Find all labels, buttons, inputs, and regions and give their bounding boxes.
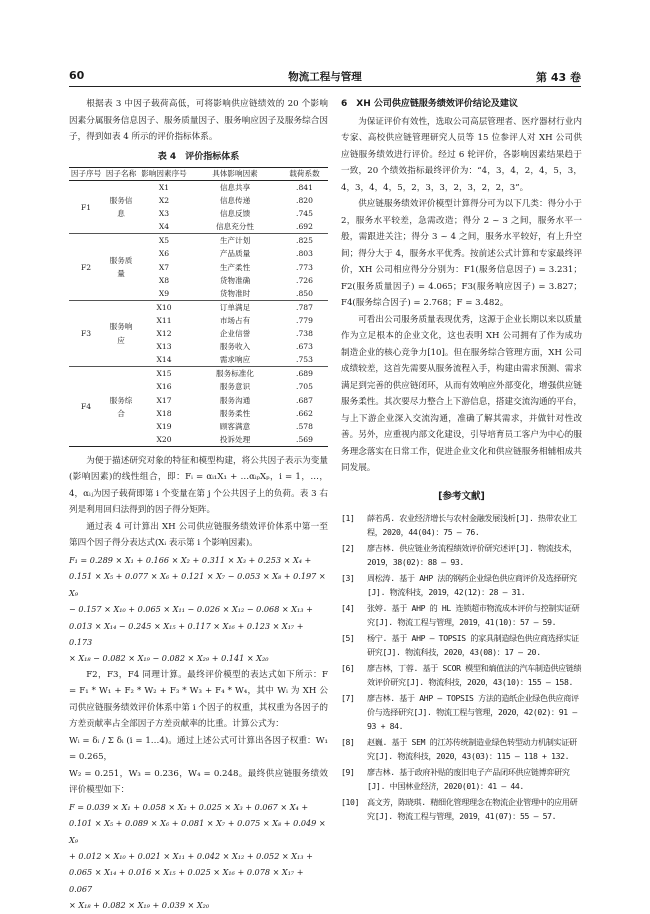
table-row bbox=[69, 181, 328, 195]
factor-item: 投诉处理 bbox=[189, 433, 281, 447]
factor-name: 服务综合 bbox=[103, 367, 139, 447]
factor-item: 服务标准化 bbox=[216, 369, 254, 379]
factor-loading: .745 bbox=[296, 209, 313, 219]
reference-number: [5] bbox=[341, 633, 355, 643]
factor-loading: .578 bbox=[296, 421, 313, 431]
paragraph-weights: W₂ = 0.251，W₃ = 0.236，W₄ = 0.248。最终供应链服务绩效评价模型如下： bbox=[69, 768, 328, 796]
formula-final-line: F = 0.039 × X₁ + 0.058 × X₂ + 0.025 × X₃ + 0.067 × X₄ + bbox=[69, 801, 309, 812]
paragraph-evaluation: 为保证评价有效性，选取公司高层管理者、医疗器材行业内专家、高校供应链管理研究人员等 15 位参评人对 XH 公司供应链服务绩效进行评价。经过 6 轮评价，各影响因素结果趋于一致，20 个绩效指标最终评价为：“4，3，4，2，4，5，3，4，3，4，4，5，2，3，3，2，3，2，2，3”。 bbox=[341, 116, 582, 193]
factor-loading: .773 bbox=[296, 262, 313, 272]
factor-loading: .569 bbox=[281, 433, 328, 447]
reference-item bbox=[341, 511, 582, 539]
factor-item: 信息充分性 bbox=[189, 220, 281, 234]
factor-code: X1 bbox=[158, 183, 170, 192]
paragraph-linear-combination: 为便于描述研究对象的特征和模型构建，将公共因子表示为变量(影响因素)的线性组合，即：Fᵢ = αᵢ₁X₁ + …αᵢₚXₚ，i = 1，…，4，αᵢⱼ为因子载荷即第 i 个变量在第 j 个公共因子上的负荷。表 3 右列是利用回归法得到的因子得分矩阵。 bbox=[69, 455, 328, 516]
factor-item: 市场占有 bbox=[219, 315, 251, 325]
factor-loading: .692 bbox=[281, 220, 328, 234]
factor-code: X8 bbox=[158, 275, 170, 285]
factor-item: 需求响应 bbox=[189, 353, 281, 367]
factor-id: F4 bbox=[69, 367, 103, 447]
reference-text: 高文芳，陈晓琪. 精细化管理理念在物流企业管理中的应用研究[J]. 物流工程与管理，2019，41(07)：55 – 57. bbox=[367, 797, 578, 821]
factor-item: 服务柔性 bbox=[219, 408, 251, 418]
journal-title: 物流工程与管理 bbox=[288, 71, 362, 83]
factor-code: X16 bbox=[156, 382, 172, 392]
intro-paragraph: 根据表 3 中因子载荷高低，可将影响供应链绩效的 20 个影响因素分属服务信息因子、服务质量因子、服务响应因子及服务综合因子，得到如表 4 所示的评价指标体系。 bbox=[69, 99, 328, 142]
header-rule bbox=[69, 86, 581, 87]
formula-f1-line: F₁ = 0.289 × X₁ + 0.166 × X₂ + 0.311 × X₃ + 0.253 × X₄ + bbox=[69, 554, 312, 565]
formula-final-line: 0.101 × X₅ + 0.089 × X₆ + 0.081 × X₇ + 0.075 × X₈ + 0.049 × X₉ bbox=[69, 818, 326, 845]
factor-code: X9 bbox=[139, 287, 189, 301]
factor-loading: .753 bbox=[281, 353, 328, 367]
table-caption: 表 4 评价指标体系 bbox=[157, 151, 240, 162]
factor-loading: .673 bbox=[296, 342, 313, 352]
formula-f1 bbox=[69, 552, 328, 667]
paragraph-score-expression: 通过表 4 可计算出 XH 公司供应链服务绩效评价体系中第一至第四个因子得分表达式(Xᵢ 表示第 i 个影响因素)。 bbox=[69, 521, 328, 549]
factor-code: X6 bbox=[158, 249, 170, 259]
reference-item bbox=[341, 795, 582, 823]
page-number: 60 bbox=[69, 69, 85, 82]
factor-code: X19 bbox=[156, 421, 172, 431]
factor-loading: .825 bbox=[296, 236, 313, 246]
factor-item: 货物准时 bbox=[189, 287, 281, 301]
factor-item: 生产柔性 bbox=[219, 262, 251, 272]
indicator-table bbox=[69, 167, 328, 447]
factor-id: F2 bbox=[69, 234, 103, 300]
reference-number: [9] bbox=[341, 767, 355, 777]
reference-number: [6] bbox=[341, 663, 355, 673]
reference-text: 杨宁. 基于 AHP – TOPSIS 的家具制造绿色供应商选择实证研究[J]. 物流科技，2020，43(08)：17 – 20. bbox=[367, 633, 579, 657]
table-header-row bbox=[69, 168, 328, 181]
right-column bbox=[341, 96, 582, 825]
factor-loading: .779 bbox=[296, 315, 313, 325]
reference-item bbox=[341, 691, 582, 733]
reference-number: [1] bbox=[341, 513, 355, 523]
factor-id: F1 bbox=[69, 181, 103, 234]
reference-list bbox=[341, 511, 582, 823]
factor-loading: .705 bbox=[296, 382, 313, 392]
factor-code: X7 bbox=[158, 262, 170, 272]
reference-text: 廖吉林. 基于政府补贴的废旧电子产品闭环供应链博弈研究[J]. 中国林业经济，2020(01)：41 – 44. bbox=[367, 767, 570, 791]
formula-final-line: 0.065 × X₁₄ + 0.016 × X₁₅ + 0.025 × X₁₆ + 0.078 × X₁₇ + 0.067 bbox=[69, 867, 304, 894]
reference-text: 薛若禹. 农业经济增长与农村金融发展浅析[J]. 热带农业工程，2020，44(04)：75 – 76. bbox=[367, 513, 577, 537]
table-body bbox=[69, 181, 328, 447]
factor-name: 服务响应 bbox=[103, 300, 139, 366]
factor-code: X10 bbox=[156, 302, 172, 312]
factor-item: 服务收入 bbox=[219, 342, 251, 352]
reference-text: 赵巍. 基于 SEM 的江苏传统制造业绿色转型动力机制实证研究[J]. 物流科技，2020，43(03)：115 – 118 + 132. bbox=[367, 737, 577, 761]
reference-number: [10] bbox=[341, 797, 360, 807]
col-factor-item: 具体影响因素 bbox=[189, 168, 281, 181]
formula-f1-line: × X₁₈ − 0.082 × X₁₉ − 0.082 × X₂₉ + 0.141 × X₂₀ bbox=[69, 653, 269, 664]
factor-loading: .850 bbox=[281, 287, 328, 301]
factor-loading: .687 bbox=[296, 395, 313, 405]
table-row bbox=[69, 300, 328, 314]
factor-item: 信息反馈 bbox=[219, 209, 251, 219]
running-header bbox=[0, 0, 650, 92]
factor-item: 订单满足 bbox=[219, 302, 251, 312]
factor-loading: .726 bbox=[296, 275, 313, 285]
formula-final-line: + 0.012 × X₁₀ + 0.021 × X₁₁ + 0.042 × X₁₂ + 0.052 × X₁₃ + bbox=[69, 850, 313, 861]
factor-loading: .689 bbox=[296, 369, 313, 379]
weight-formula: Wᵢ = δᵢ / Σ δᵢ (i = 1…4)。通过上述公式可计算出各因子权重：W₁ = 0.265， bbox=[69, 735, 328, 763]
reference-item bbox=[341, 765, 582, 793]
col-factor-id: 因子序号 bbox=[69, 168, 103, 181]
reference-item bbox=[341, 661, 582, 689]
reference-number: [7] bbox=[341, 693, 355, 703]
factor-item: 服务意识 bbox=[219, 382, 251, 392]
paragraph-conclusion: 可看出公司服务质量表现优秀，这源于企业长期以来以质量作为立足根本的企业文化，这也表明 XH 公司拥有了作为成功制造企业的核心竞争力[10]。但在服务综合管理方面，XH 公司成绩较差，这首先需要从服务流程入手，构建由需求预测、需求满足到完善的供应链闭环，从而有效响应外部变化，增强供应链服务柔性。其次要尽力整合上下游信息，搭建交流沟通的平台，与上下游企业深入交流沟通，准确了解其需求，并做针对性改善。另外，应重视内部文化建设，引导培育员工客户为中心的服务理念落实在日常工作，促进企业文化和供应链服务相辅相成共同发展。 bbox=[341, 314, 582, 473]
factor-code: X15 bbox=[156, 369, 172, 379]
reference-item bbox=[341, 631, 582, 659]
formula-f1-line: 0.151 × X₅ + 0.077 × X₆ + 0.121 × X₇ − 0.053 × X₈ + 0.197 × X₉ bbox=[69, 571, 326, 598]
factor-code: X3 bbox=[158, 209, 170, 219]
reference-item bbox=[341, 735, 582, 763]
factor-loading: .738 bbox=[296, 329, 313, 339]
factor-code: X18 bbox=[156, 408, 172, 418]
factor-code: X13 bbox=[156, 342, 172, 352]
factor-name: 服务信息 bbox=[103, 181, 139, 234]
references-title: [参考文献] bbox=[438, 490, 485, 502]
factor-code: X12 bbox=[156, 329, 172, 339]
factor-item: 企业信誉 bbox=[219, 329, 251, 339]
formula-final-line: × X₁₈ + 0.082 × X₁₉ + 0.039 × X₂₀ bbox=[69, 900, 210, 911]
reference-text: 周松涛. 基于 AHP 法的钢药企业绿色供应商评价及选择研究[J]. 物流科技，2019，42(12)：28 – 31. bbox=[367, 573, 577, 597]
factor-name: 服务质量 bbox=[103, 234, 139, 300]
factor-code: X14 bbox=[139, 353, 189, 367]
factor-code: X4 bbox=[139, 220, 189, 234]
reference-number: [2] bbox=[341, 543, 355, 553]
reference-number: [3] bbox=[341, 573, 355, 583]
reference-text: 张婷. 基于 AHP 的 HL 连锁超市物流成本评价与控制实证研究[J]. 物流工程与管理，2019，41(10)：57 – 59. bbox=[367, 603, 580, 627]
factor-code: X5 bbox=[158, 236, 170, 246]
factor-loading: .841 bbox=[296, 183, 313, 192]
volume-label: 第 43 卷 bbox=[536, 71, 581, 84]
reference-number: [4] bbox=[341, 603, 355, 613]
factor-loading: .803 bbox=[296, 249, 313, 259]
table-row bbox=[69, 367, 328, 381]
factor-code: X2 bbox=[158, 196, 170, 206]
formula-f1-line: 0.013 × X₁₄ − 0.245 × X₁₅ + 0.117 × X₁₆ + 0.123 × X₁₇ + 0.173 bbox=[69, 620, 304, 647]
factor-item: 生产计划 bbox=[219, 236, 251, 246]
table-row bbox=[69, 234, 328, 248]
factor-item: 货物准确 bbox=[219, 275, 251, 285]
reference-item bbox=[341, 601, 582, 629]
formula-final-model bbox=[69, 799, 328, 914]
paragraph-model: F2，F3，F4 同理计算。最终评价模型的表达式如下所示：F = F₁ * W₁ + F₂ * W₂ + F₃ * W₃ + F₄ * W₄，其中 Wᵢ 为 XH 公司供应链服务绩效评价体系中第 i 个因子的权重，其权重为各因子的方差贡献率占全部因子方差贡献率的比重。计算公式为： bbox=[69, 669, 328, 730]
factor-item: 产品质量 bbox=[219, 249, 251, 259]
factor-code: X17 bbox=[156, 395, 172, 405]
factor-item: 服务沟通 bbox=[219, 395, 251, 405]
col-loading: 载荷系数 bbox=[281, 168, 328, 181]
reference-item bbox=[341, 571, 582, 599]
formula-f1-line: − 0.157 × X₁₀ + 0.065 × X₁₁ − 0.026 × X₁₂ − 0.068 × X₁₃ + bbox=[69, 604, 313, 615]
factor-item: 顾客满意 bbox=[219, 421, 251, 431]
paragraph-scores: 供应链服务绩效评价模型计算得分可为以下几类：得分小于 2，服务水平较差，急需改造；得分 2 ~ 3 之间，服务水平一般，需跟进关注；得分 3 ~ 4 之间，服务水平较好，有上升空间；得分大于 4，服务水平优秀。按前述公式计算和专家最终评价，XH 公司相应得分分别为：F1(服务信息因子) = 3.231；F2(服务质量因子) = 4.065；F3(服务响应因子) = 3.827；F4(服务综合因子) = 2.768；F = 3.482。 bbox=[341, 199, 582, 308]
reference-item bbox=[341, 541, 582, 569]
factor-loading: .820 bbox=[296, 196, 313, 206]
factor-loading: .662 bbox=[296, 408, 313, 418]
factor-item: 信息共享 bbox=[219, 183, 251, 192]
reference-text: 廖吉林. 供应链业务流程绩效评价研究述评[J]. 物流技术，2019，38(02)：88 – 93. bbox=[367, 543, 577, 567]
reference-text: 廖吉林，丁蓉. 基于 SCOR 模型和熵值法的汽车制造供应链绩效评价研究[J]. 物流科技，2020，43(10)：155 – 158. bbox=[367, 663, 582, 687]
factor-code: X20 bbox=[139, 433, 189, 447]
reference-text: 廖吉林. 基于 AHP – TOPSIS 方法的造纸企业绿色供应商评价与选择研究[J]. 物流工程与管理，2020，42(02)：91 – 93 + 84. bbox=[367, 693, 579, 731]
factor-id: F3 bbox=[69, 300, 103, 366]
left-column bbox=[69, 96, 328, 914]
reference-number: [8] bbox=[341, 737, 355, 747]
col-factor-name: 因子名称 bbox=[103, 168, 139, 181]
factor-loading: .787 bbox=[296, 302, 313, 312]
factor-item: 信息传递 bbox=[219, 196, 251, 206]
col-code: 影响因素序号 bbox=[139, 168, 189, 181]
section-heading: 6 XH 公司供应链服务绩效评价结论及建议 bbox=[341, 99, 518, 109]
factor-code: X11 bbox=[156, 315, 172, 325]
